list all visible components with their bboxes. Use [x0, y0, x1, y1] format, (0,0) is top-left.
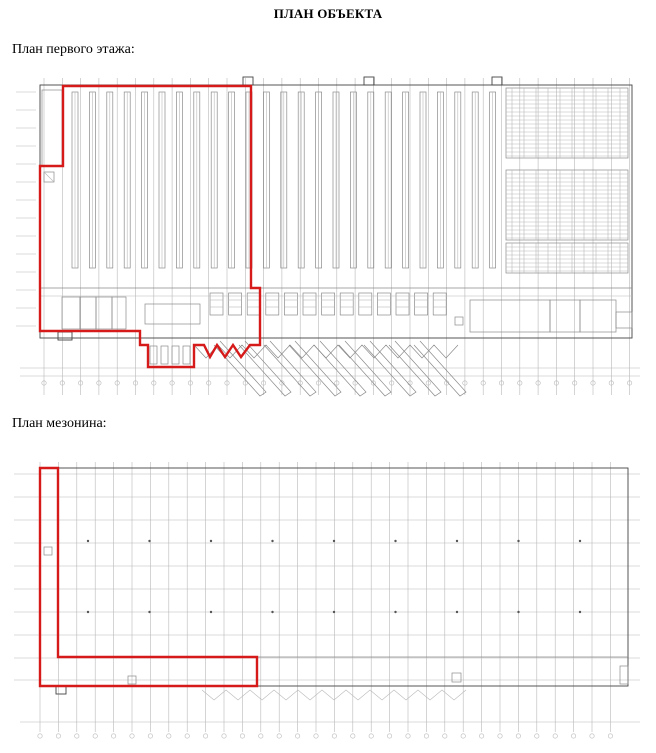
axis-marker: [203, 734, 207, 738]
axis-marker: [516, 734, 520, 738]
storage-block: [433, 293, 446, 315]
document-title: ПЛАН ОБЪЕКТА: [273, 6, 383, 21]
column-point: [456, 540, 458, 542]
storage-rack: [107, 92, 113, 268]
first-floor-axis-grid: [16, 78, 640, 395]
storage-rack: [194, 92, 200, 268]
axis-marker: [553, 734, 557, 738]
axis-marker: [93, 734, 97, 738]
rack-block: [506, 170, 628, 240]
storage-rack: [72, 92, 78, 268]
storage-block: [284, 293, 297, 315]
axis-marker: [369, 734, 373, 738]
column-point: [579, 611, 581, 613]
dock-door: [183, 346, 190, 364]
axis-marker: [60, 381, 64, 385]
storage-rack: [385, 92, 391, 268]
axis-marker: [424, 734, 428, 738]
room: [96, 297, 112, 329]
axis-marker: [335, 381, 339, 385]
roof-equipment: [492, 77, 502, 85]
roof-equipment: [243, 77, 253, 85]
axis-marker: [185, 734, 189, 738]
axis-marker: [609, 381, 613, 385]
storage-rack: [124, 92, 130, 268]
storage-rack: [263, 92, 269, 268]
axis-marker: [353, 381, 357, 385]
first-floor-racks: [72, 88, 628, 273]
axis-marker: [591, 381, 595, 385]
storage-block: [266, 293, 279, 315]
axis-marker: [351, 734, 355, 738]
storage-rack: [89, 92, 95, 268]
axis-marker: [152, 381, 156, 385]
mezzanine-plan-label: План мезонина:: [12, 416, 107, 431]
axis-marker: [261, 381, 265, 385]
column-point: [333, 540, 335, 542]
column-point: [517, 611, 519, 613]
dock-ramp: [289, 341, 341, 396]
stair-symbol: [44, 547, 52, 555]
axis-marker: [111, 734, 115, 738]
storage-block: [377, 293, 390, 315]
office-block: [42, 90, 62, 166]
column-point: [394, 611, 396, 613]
room: [62, 297, 80, 329]
stair-symbol: [452, 673, 461, 682]
storage-rack: [333, 92, 339, 268]
axis-marker: [573, 381, 577, 385]
axis-marker: [42, 381, 46, 385]
storage-rack: [142, 92, 148, 268]
column-point: [148, 540, 150, 542]
stair-symbol: [455, 317, 463, 325]
axis-marker: [498, 734, 502, 738]
axis-marker: [170, 381, 174, 385]
column-point: [333, 611, 335, 613]
axis-marker: [38, 734, 42, 738]
column-point: [271, 611, 273, 613]
dock-ramp: [214, 341, 266, 396]
room: [145, 304, 200, 324]
axis-marker: [56, 734, 60, 738]
storage-block: [229, 293, 242, 315]
axis-marker: [443, 734, 447, 738]
column-point: [210, 540, 212, 542]
axis-marker: [426, 381, 430, 385]
column-point: [517, 540, 519, 542]
dock-door: [161, 346, 168, 364]
storage-block: [340, 293, 353, 315]
rack-block: [506, 88, 628, 158]
storage-rack: [316, 92, 322, 268]
axis-marker: [207, 381, 211, 385]
storage-block: [415, 293, 428, 315]
dock-ramp: [364, 341, 416, 396]
mezzanine-details: [44, 547, 628, 700]
column-point: [87, 540, 89, 542]
dock-ramp: [339, 341, 391, 396]
dock-ramp: [239, 341, 291, 396]
room: [620, 666, 628, 684]
axis-marker: [332, 734, 336, 738]
axis-marker: [608, 734, 612, 738]
dock-door: [150, 346, 157, 364]
axis-marker: [481, 381, 485, 385]
axis-marker: [188, 381, 192, 385]
axis-marker: [535, 734, 539, 738]
axis-marker: [316, 381, 320, 385]
storage-rack: [490, 92, 496, 268]
storage-rack: [211, 92, 217, 268]
column-point: [148, 611, 150, 613]
axis-marker: [387, 734, 391, 738]
axis-marker: [225, 381, 229, 385]
dock-sawtooth-outline: [202, 690, 466, 700]
storage-block: [359, 293, 372, 315]
storage-rack: [472, 92, 478, 268]
axis-marker: [554, 381, 558, 385]
dock-door: [172, 346, 179, 364]
axis-marker: [78, 381, 82, 385]
axis-marker: [461, 734, 465, 738]
storage-rack: [246, 92, 252, 268]
room: [112, 297, 126, 329]
storage-rack: [350, 92, 356, 268]
axis-marker: [298, 381, 302, 385]
axis-marker: [463, 381, 467, 385]
storage-rack: [368, 92, 374, 268]
axis-marker: [280, 381, 284, 385]
entrance: [58, 332, 72, 340]
first-floor-highlighted-area: [40, 86, 260, 367]
axis-marker: [75, 734, 79, 738]
first-floor-plan-label: План первого этажа:: [12, 42, 135, 57]
mezzanine-highlighted-area: [40, 468, 257, 686]
storage-block: [210, 293, 223, 315]
column-point: [210, 611, 212, 613]
room: [80, 297, 96, 329]
dock-ramp: [264, 341, 316, 396]
axis-marker: [499, 381, 503, 385]
dock-ramp: [389, 341, 441, 396]
axis-marker: [314, 734, 318, 738]
entrance: [56, 686, 66, 694]
axis-marker: [277, 734, 281, 738]
stair-symbol-diag: [44, 172, 54, 182]
column-point: [456, 611, 458, 613]
stair-symbol: [44, 172, 54, 182]
axis-marker: [130, 734, 134, 738]
loading-docks: [150, 341, 466, 396]
column-point: [394, 540, 396, 542]
axis-marker: [243, 381, 247, 385]
storage-rack: [298, 92, 304, 268]
axis-marker: [148, 734, 152, 738]
axis-marker: [222, 734, 226, 738]
dock-ramp: [314, 341, 366, 396]
mezzanine-axis-grid: [14, 462, 640, 738]
roof-equipment: [364, 77, 374, 85]
axis-marker: [295, 734, 299, 738]
storage-block: [396, 293, 409, 315]
storage-rack: [159, 92, 165, 268]
axis-marker: [406, 734, 410, 738]
axis-marker: [115, 381, 119, 385]
dock-ramp: [414, 341, 466, 396]
storage-rack: [176, 92, 182, 268]
axis-marker: [536, 381, 540, 385]
first-floor-storage-blocks: [210, 293, 446, 315]
first-floor-outline: [40, 85, 632, 338]
axis-marker: [97, 381, 101, 385]
axis-marker: [590, 734, 594, 738]
first-floor-rooms: [40, 77, 632, 340]
axis-marker: [571, 734, 575, 738]
storage-block: [303, 293, 316, 315]
column-point: [579, 540, 581, 542]
axis-marker: [167, 734, 171, 738]
axis-marker: [518, 381, 522, 385]
storage-rack: [455, 92, 461, 268]
axis-marker: [479, 734, 483, 738]
room: [550, 300, 580, 332]
stair-symbol: [128, 676, 136, 684]
axis-marker: [371, 381, 375, 385]
axis-marker: [408, 381, 412, 385]
axis-marker: [133, 381, 137, 385]
room: [470, 300, 550, 332]
storage-block: [247, 293, 260, 315]
storage-rack: [420, 92, 426, 268]
storage-rack: [437, 92, 443, 268]
axis-marker: [444, 381, 448, 385]
axis-marker: [390, 381, 394, 385]
room: [580, 300, 616, 332]
column-point: [87, 611, 89, 613]
room: [616, 312, 632, 328]
axis-marker: [259, 734, 263, 738]
storage-rack: [281, 92, 287, 268]
storage-rack: [403, 92, 409, 268]
dock-sawtooth: [194, 345, 458, 358]
rack-block: [506, 243, 628, 273]
mezzanine-outline: [40, 468, 628, 686]
storage-rack: [229, 92, 235, 268]
storage-block: [322, 293, 335, 315]
axis-marker: [627, 381, 631, 385]
axis-marker: [240, 734, 244, 738]
column-point: [271, 540, 273, 542]
